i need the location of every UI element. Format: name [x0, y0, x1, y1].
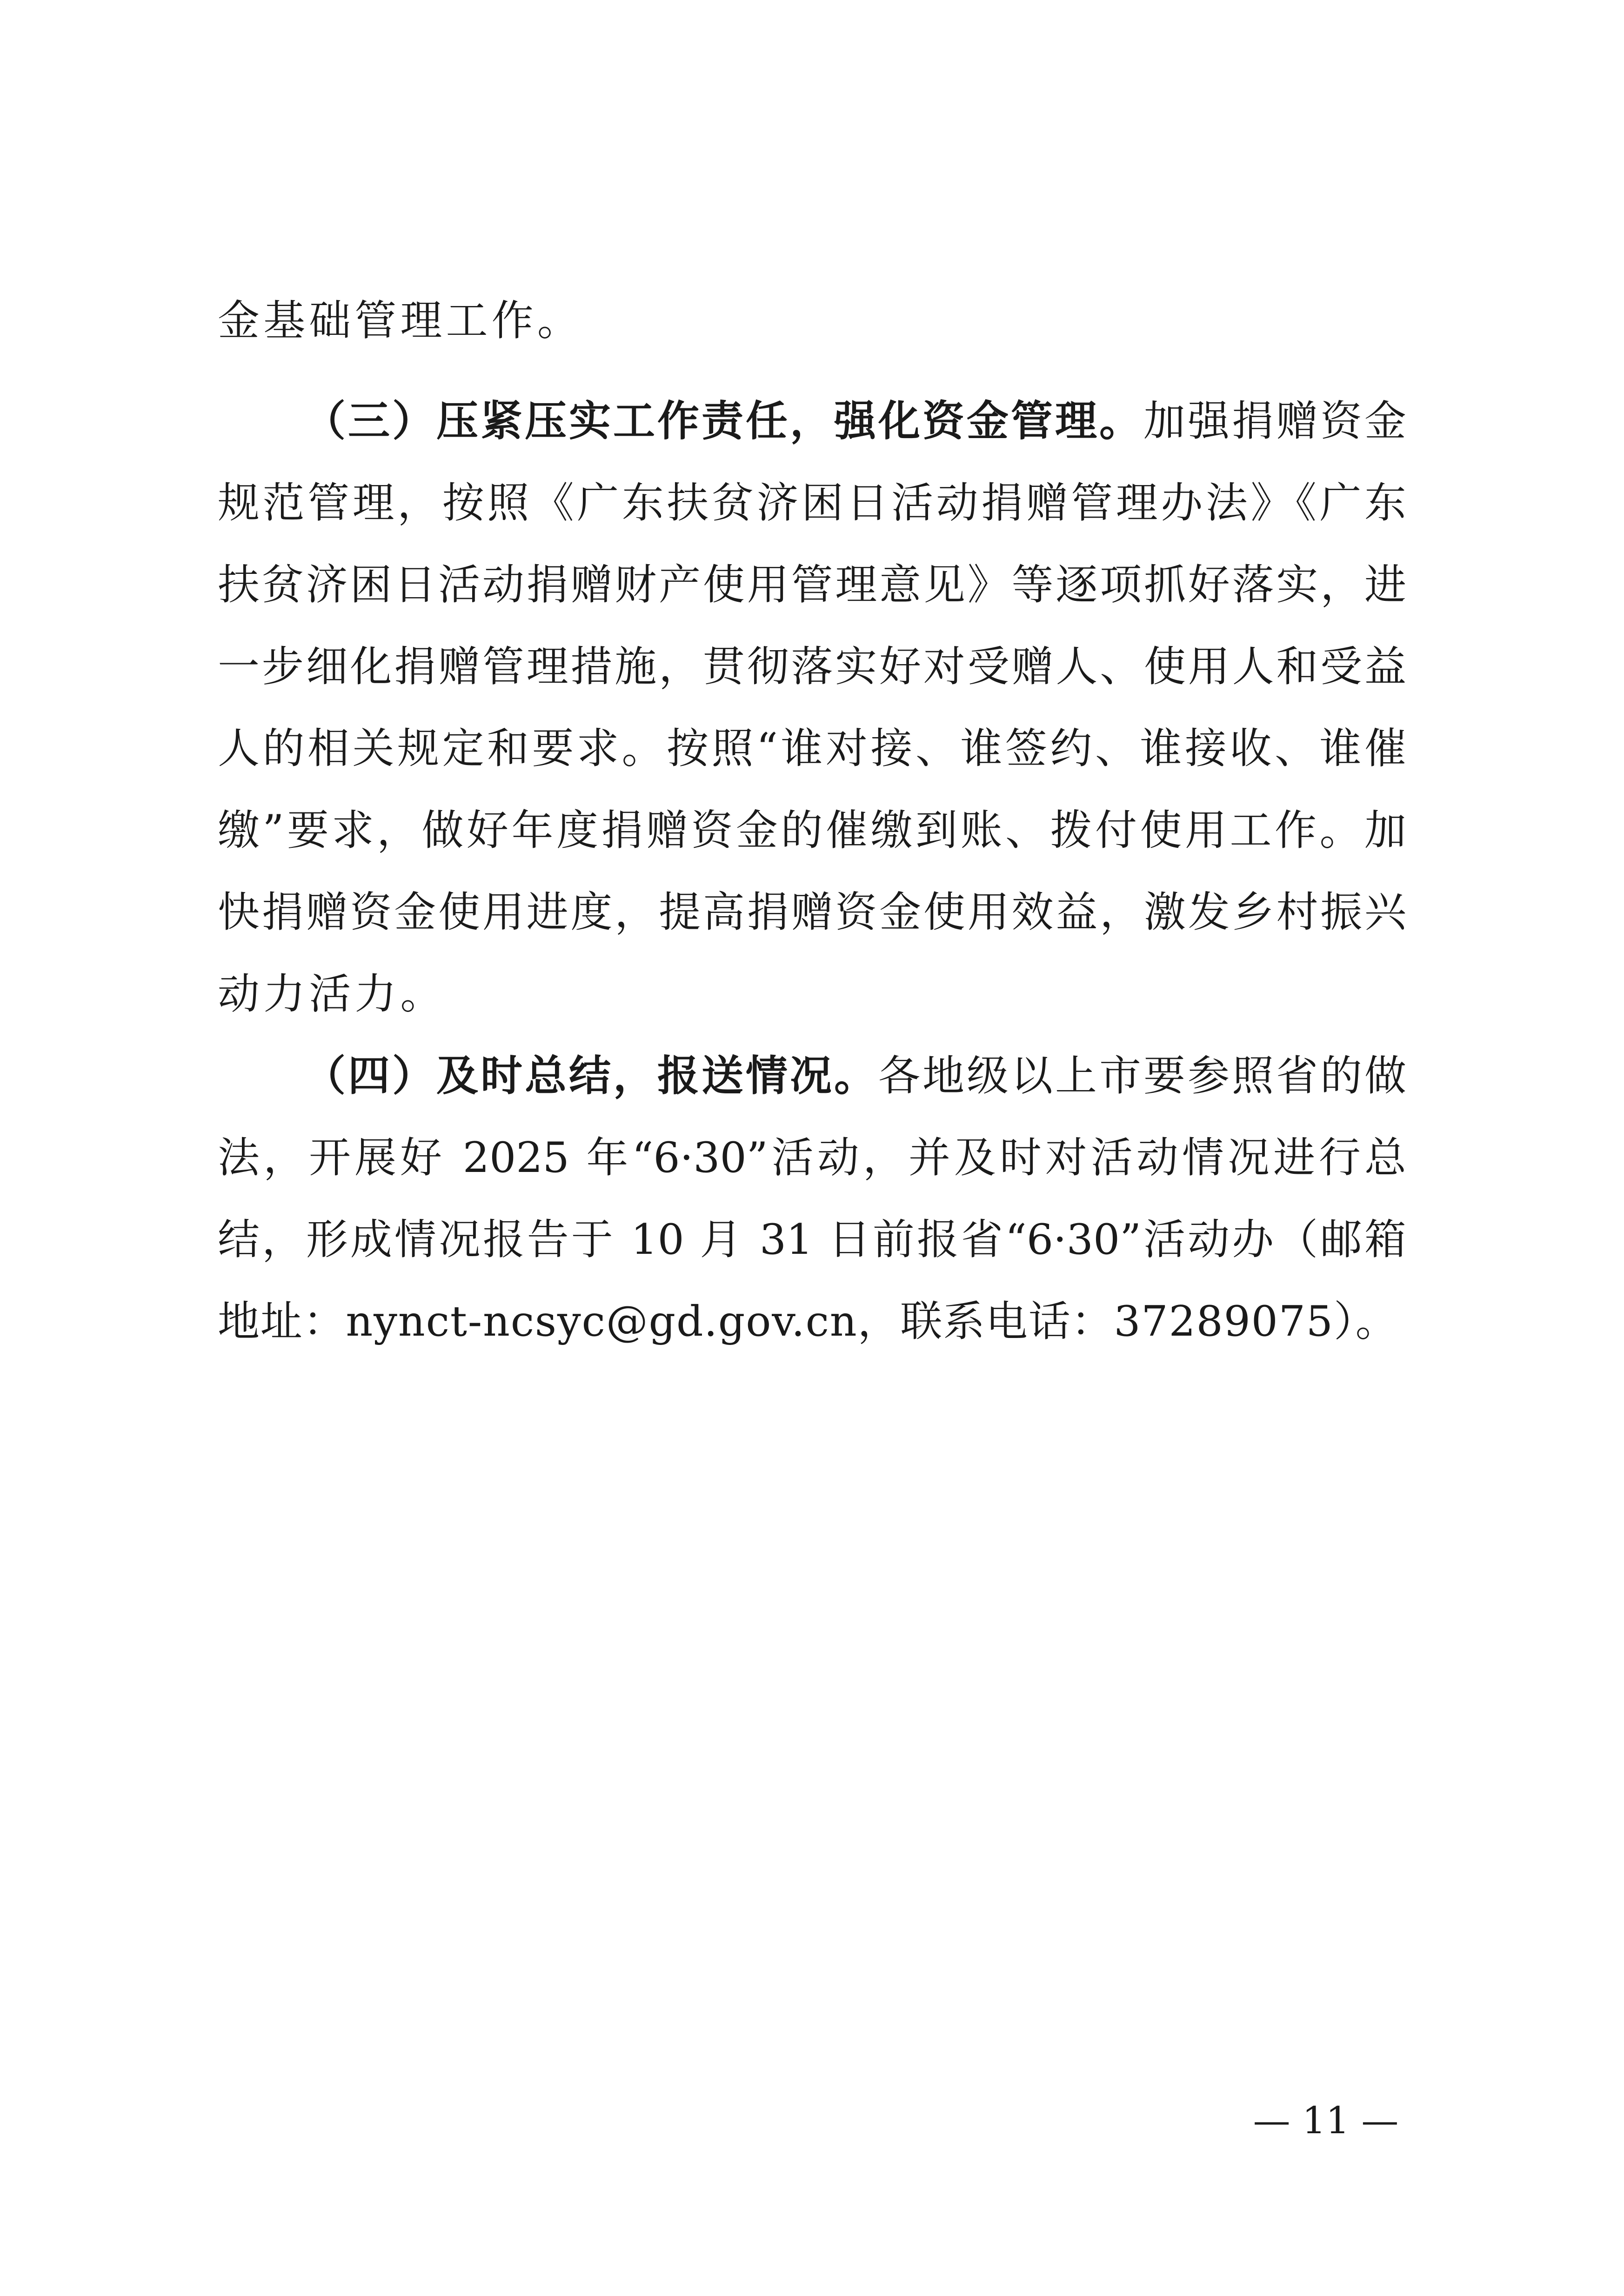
section-3-line-3: 扶贫济困日活动捐赠财产使用管理意见》等逐项抓好落实，进: [218, 560, 1406, 609]
section-4-line-4: 地址：nynct-ncsyc@gd.gov.cn，联系电话：37289075）。: [218, 1297, 1398, 1346]
section-3-line-4: 一步细化捐赠管理措施，贯彻落实好对受赠人、使用人和受益: [218, 642, 1406, 691]
section-3-line-1: （三）压紧压实工作责任，强化资金管理。加强捐赠资金: [301, 397, 1406, 446]
section-3-heading: （三）压紧压实工作责任，强化资金管理。: [301, 397, 1143, 446]
page-number: — 11 —: [1253, 2099, 1399, 2142]
section-3-line-2: 规范管理，按照《广东扶贫济困日活动捐赠管理办法》《广东: [218, 479, 1406, 527]
section-4-line-1: （四）及时总结，报送情况。各地级以上市要参照省的做: [301, 1052, 1406, 1100]
section-3-line-6: 缴”要求，做好年度捐赠资金的催缴到账、拨付使用工作。加: [218, 806, 1406, 855]
section-3-line-5: 人的相关规定和要求。按照“谁对接、谁签约、谁接收、谁催: [218, 724, 1406, 773]
section-4-heading: （四）及时总结，报送情况。: [301, 1052, 878, 1100]
paragraph-line: 金基础管理工作。: [218, 296, 583, 345]
section-3-line-8: 动力活力。: [218, 970, 446, 1018]
section-3-line-7: 快捐赠资金使用进度，提高捐赠资金使用效益，激发乡村振兴: [218, 888, 1406, 937]
section-4-line-2: 法，开展好 2025 年“6·30”活动，并及时对活动情况进行总: [218, 1133, 1406, 1182]
section-4-line-3: 结，形成情况报告于 10 月 31 日前报省“6·30”活动办（邮箱: [218, 1215, 1406, 1264]
